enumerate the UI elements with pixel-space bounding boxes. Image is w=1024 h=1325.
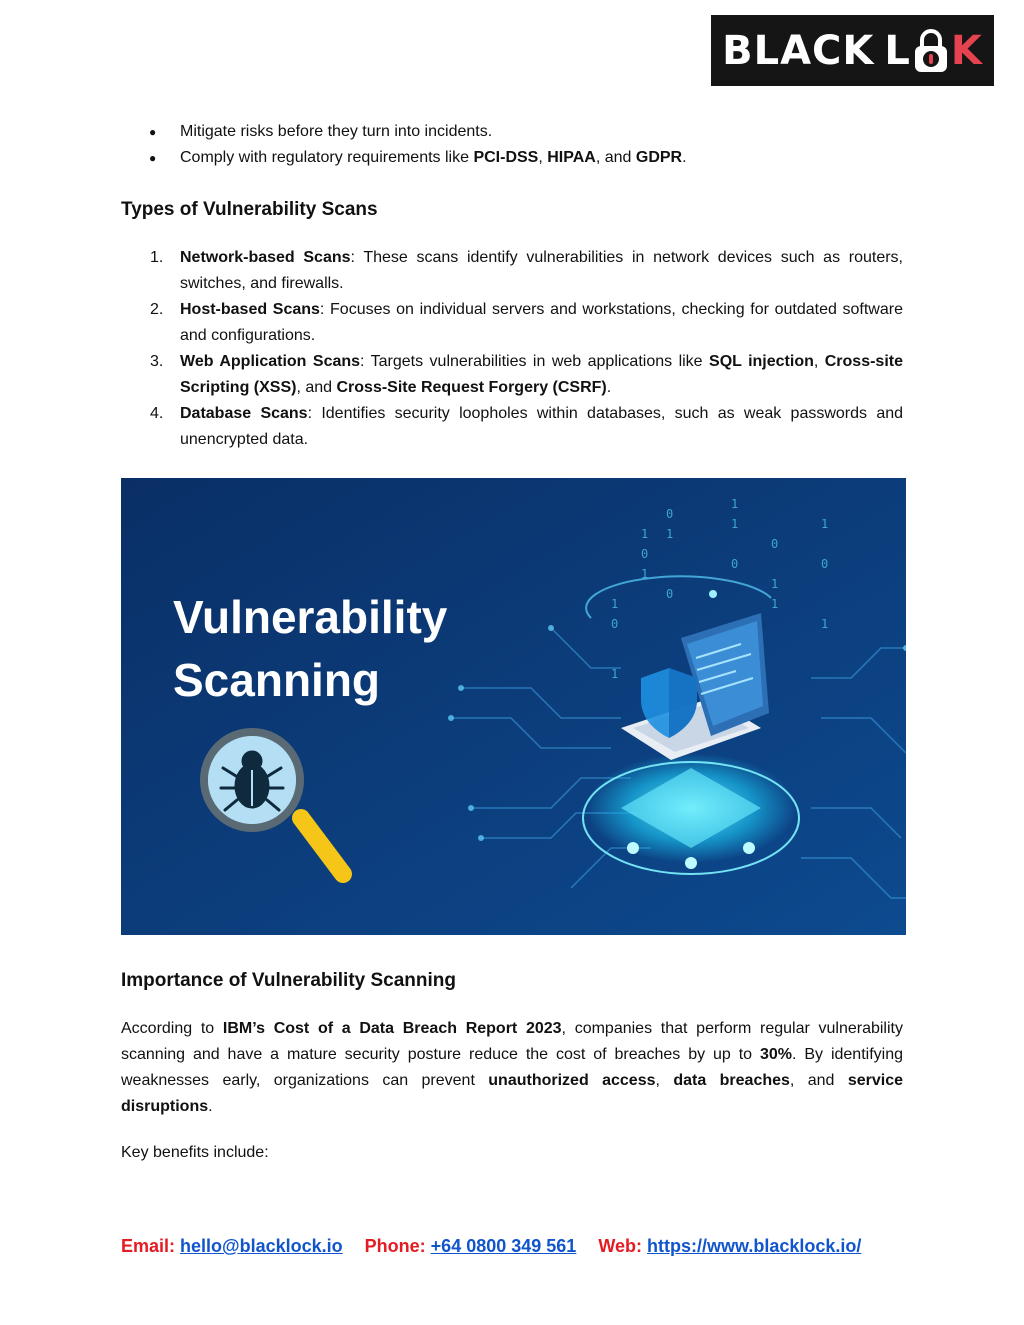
scan-types-list (121, 245, 903, 453)
svg-text:1: 1 (641, 527, 649, 541)
svg-text:1: 1 (771, 597, 779, 611)
padlock-icon (913, 29, 949, 73)
svg-text:1: 1 (611, 597, 619, 611)
svg-text:1: 1 (611, 667, 619, 681)
phone-label: Phone: (364, 1236, 426, 1256)
svg-text:0: 0 (771, 537, 779, 551)
hero-title-line1: Vulnerability (173, 591, 448, 643)
hero-title-line2: Scanning (173, 654, 381, 706)
list-item: 4. Database Scans: Identifies security loopholes within databases, such as weak passwords and unencrypted data. (150, 405, 904, 448)
svg-text:0: 0 (666, 507, 674, 521)
logo-text-k: K (950, 27, 983, 74)
benefit-bullets (121, 119, 903, 171)
web-label: Web: (598, 1236, 642, 1256)
blacklock-logo (711, 15, 994, 86)
section-heading-importance: Importance of Vulnerability Scanning (121, 970, 457, 991)
list-item: 2. Host-based Scans: Focuses on individual servers and workstations, checking for outdated software and configurations. (150, 301, 903, 344)
list-item: ● Comply with regulatory requirements like PCI-DSS, HIPAA, and GDPR. (121, 145, 903, 171)
svg-text:1: 1 (771, 577, 779, 591)
phone-link[interactable]: +64 0800 349 561 (430, 1236, 577, 1256)
svg-text:1: 1 (641, 567, 649, 581)
vulnerability-scanning-illustration (121, 478, 906, 935)
list-item: ● Mitigate risks before they turn into incidents. (121, 119, 903, 145)
svg-text:0: 0 (666, 587, 674, 601)
svg-text:0: 0 (821, 557, 829, 571)
logo-text-black: BLACK (722, 27, 875, 74)
list-item: 1. Network-based Scans: These scans identify vulnerabilities in network devices such as routers, switches, and firewalls. (150, 249, 904, 292)
key-benefits-intro: Key benefits include: (121, 1144, 269, 1161)
svg-text:1: 1 (821, 517, 829, 531)
list-item: 3. Web Application Scans: Targets vulnerabilities in web applications like SQL injection, Cross-site Scripting (XSS), and Cross-Site Request Forgery (CSRF). (150, 353, 903, 396)
svg-text:0: 0 (731, 557, 739, 571)
svg-text:1: 1 (731, 497, 739, 511)
importance-paragraph: According to IBM’s Cost of a Data Breach Report 2023, companies that perform regular vulnerability scanning and have a mature security posture reduce the cost of breaches by up to 30%. By identifying weaknesses early, organizations can prevent unauthorized access, data breaches, and service disruptions. (121, 1020, 904, 1115)
logo-wordmark: BLACK L K (722, 27, 983, 74)
section-heading-types: Types of Vulnerability Scans (121, 199, 378, 220)
svg-text:1: 1 (666, 527, 674, 541)
svg-text:1: 1 (821, 617, 829, 631)
svg-text:1: 1 (731, 517, 739, 531)
web-link[interactable]: https://www.blacklock.io/ (647, 1236, 862, 1256)
contact-footer (121, 1236, 861, 1257)
svg-text:0: 0 (641, 547, 649, 561)
email-link[interactable]: hello@blacklock.io (180, 1236, 343, 1256)
svg-text:0: 0 (611, 617, 619, 631)
email-label: Email: (121, 1236, 176, 1256)
